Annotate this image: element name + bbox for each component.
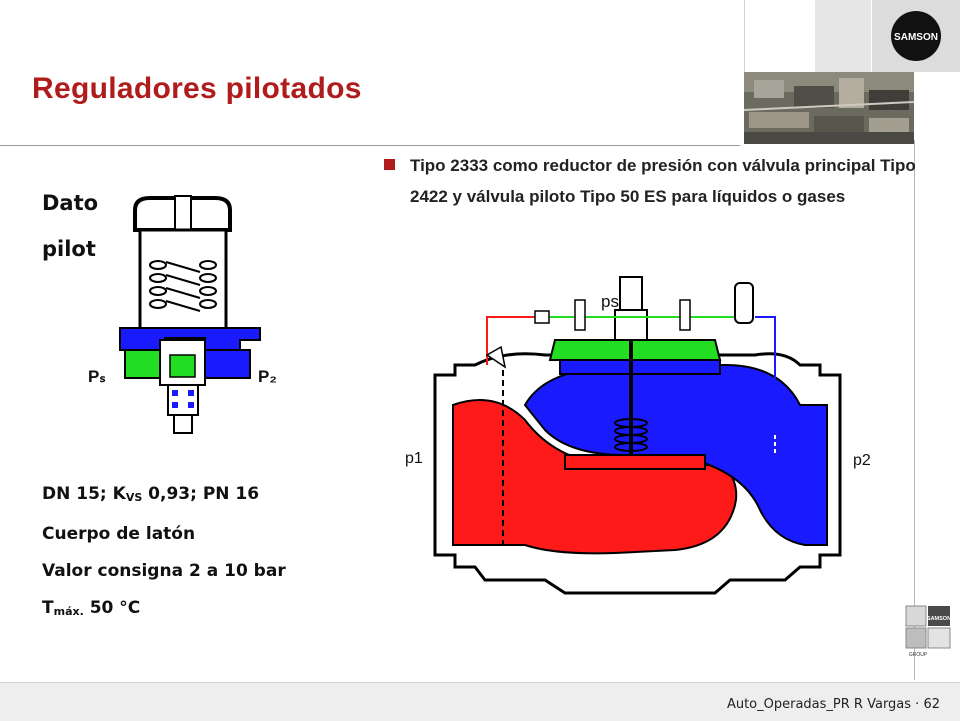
pilot-label-p2: P₂	[258, 367, 277, 386]
bullet-square-icon	[384, 159, 395, 170]
left-heading-line1: Dato	[42, 191, 99, 215]
spec-line-3: Valor consigna 2 a 10 bar	[42, 561, 286, 581]
right-divider	[914, 140, 915, 680]
footer-text: Auto_Operadas_PR R Vargas · 62	[726, 697, 940, 712]
aerial-factory-photo	[744, 72, 914, 144]
title-divider	[0, 145, 740, 146]
diagram-label-p2: p2	[853, 452, 871, 469]
pilot-valve-drawing	[80, 190, 310, 440]
page-title: Reguladores pilotados	[32, 72, 362, 105]
left-heading-line2: pilot	[42, 237, 96, 261]
svg-text:GROUP: GROUP	[908, 652, 928, 658]
diagram-label-p1: p1	[405, 450, 423, 467]
spec-line-1: DN 15; $K_{VS}$ 0,93; PN 16	[42, 484, 260, 504]
main-valve-drawing	[395, 255, 895, 600]
corner-block-1	[744, 0, 815, 72]
svg-text:SAMSON: SAMSON	[894, 32, 938, 43]
spec-line-4: $T_{máx.}$ 50 °C	[42, 598, 141, 618]
spec-list	[42, 476, 286, 630]
bullet-text: Tipo 2333 como reductor de presión con válvula principal Tipo 2422 y válvula piloto Tipo 50 ES para líquidos o gases	[410, 156, 916, 206]
diagram-label-ps: ps	[601, 292, 619, 311]
samson-group-logo	[900, 600, 958, 660]
svg-text:SAMSON: SAMSON	[926, 616, 952, 622]
spec-line-2: Cuerpo de latón	[42, 524, 196, 544]
pilot-label-ps: Pₛ	[88, 367, 106, 386]
samson-logo	[872, 0, 960, 72]
corner-block-2	[815, 0, 871, 72]
